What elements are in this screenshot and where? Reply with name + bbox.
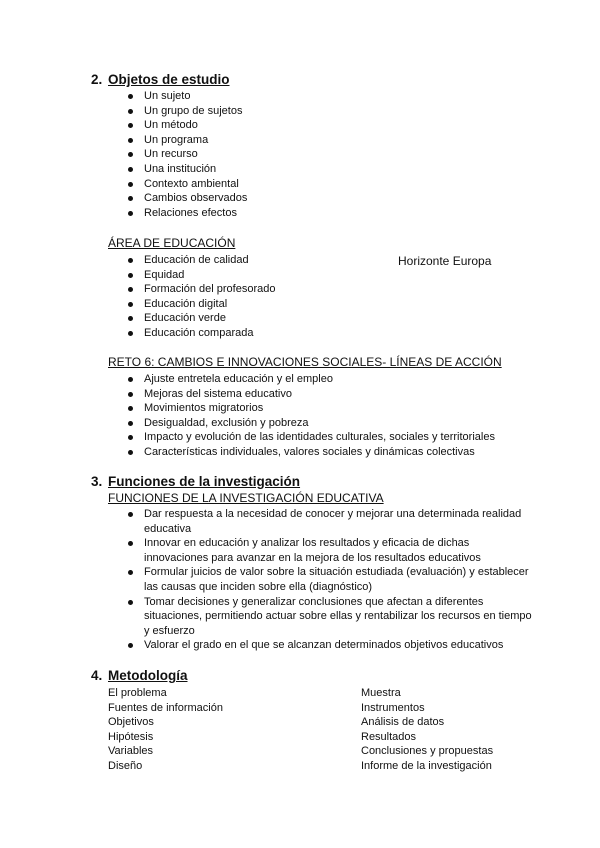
list-item: Cambios observados bbox=[128, 191, 538, 206]
reto-heading: RETO 6: CAMBIOS E INNOVACIONES SOCIALES- LÍNEAS DE ACCIÓN bbox=[108, 355, 502, 369]
section-title: Funciones de la investigación bbox=[108, 474, 301, 489]
list-item: Mejoras del sistema educativo bbox=[128, 387, 538, 402]
metodologia-left-column bbox=[108, 686, 223, 774]
list-item: Un grupo de sujetos bbox=[128, 104, 538, 119]
list-item: Un programa bbox=[128, 133, 538, 148]
list-item: Una institución bbox=[128, 162, 538, 177]
metodologia-step: Instrumentos bbox=[361, 701, 425, 714]
section-heading-metodologia bbox=[91, 668, 188, 683]
list-item: Movimientos migratorios bbox=[128, 401, 538, 416]
list-item: Tomar decisiones y generalizar conclusiones que afectan a diferentes situaciones, permitiendo actuar sobre ellas y rentabilizar los recursos en tiempo y esfuerzo bbox=[128, 595, 533, 639]
metodologia-step: Objetivos bbox=[108, 716, 154, 729]
list-item: Educación comparada bbox=[128, 326, 538, 341]
section-title: Metodología bbox=[108, 668, 188, 683]
section-number: 2. bbox=[91, 72, 103, 87]
funciones-subheading: FUNCIONES DE LA INVESTIGACIÓN EDUCATIVA bbox=[108, 491, 384, 505]
metodologia-step: Conclusiones y propuestas bbox=[361, 745, 494, 758]
metodologia-step: Variables bbox=[108, 745, 154, 758]
metodologia-step: Diseño bbox=[108, 759, 143, 772]
list-item: Desigualdad, exclusión y pobreza bbox=[128, 416, 538, 431]
objetos-list bbox=[128, 89, 538, 220]
list-item: Un sujeto bbox=[128, 89, 538, 104]
metodologia-step: Muestra bbox=[361, 687, 401, 699]
list-item: Ajuste entretela educación y el empleo bbox=[128, 372, 538, 387]
metodologia-step: Análisis de datos bbox=[361, 716, 445, 729]
metodologia-step: El problema bbox=[108, 687, 167, 699]
list-item: Dar respuesta a la necesidad de conocer y mejorar una determinada realidad educativa bbox=[128, 507, 533, 536]
list-item: Impacto y evolución de las identidades culturales, sociales y territoriales bbox=[128, 430, 538, 445]
list-item: Educación de calidad bbox=[128, 253, 538, 268]
list-item: Un método bbox=[128, 118, 538, 133]
list-item: Valorar el grado en el que se alcanzan determinados objetivos educativos bbox=[128, 638, 533, 653]
list-item: Formación del profesorado bbox=[128, 282, 538, 297]
list-item: Educación verde bbox=[128, 311, 538, 326]
list-item: Equidad bbox=[128, 268, 538, 283]
reto-list bbox=[128, 372, 538, 460]
area-heading: ÁREA DE EDUCACIÓN bbox=[108, 236, 236, 250]
metodologia-step: Fuentes de información bbox=[108, 701, 223, 714]
list-item: Formular juicios de valor sobre la situación estudiada (evaluación) y establecer las causas que inciden sobre ella (diagnóstico) bbox=[128, 565, 533, 594]
list-item: Relaciones efectos bbox=[128, 206, 538, 221]
metodologia-step: Hipótesis bbox=[108, 730, 154, 743]
section-number: 4. bbox=[91, 668, 103, 683]
list-item: Un recurso bbox=[128, 147, 538, 162]
metodologia-right-column bbox=[361, 686, 493, 774]
section-number: 3. bbox=[91, 474, 103, 489]
section-heading-objetos bbox=[91, 72, 230, 87]
metodologia-step: Informe de la investigación bbox=[361, 759, 492, 772]
horizonte-europa-note: Horizonte Europa bbox=[398, 254, 492, 268]
list-item: Educación digital bbox=[128, 297, 538, 312]
metodologia-step: Resultados bbox=[361, 730, 417, 743]
funciones-list bbox=[128, 507, 533, 653]
list-item: Características individuales, valores sociales y dinámicas colectivas bbox=[128, 445, 538, 460]
section-title: Objetos de estudio bbox=[108, 72, 230, 87]
list-item: Contexto ambiental bbox=[128, 177, 538, 192]
section-heading-funciones bbox=[91, 474, 300, 489]
list-item: Innovar en educación y analizar los resultados y eficacia de dichas innovaciones para avanzar en la mejora de los resultados educativos bbox=[128, 536, 533, 565]
